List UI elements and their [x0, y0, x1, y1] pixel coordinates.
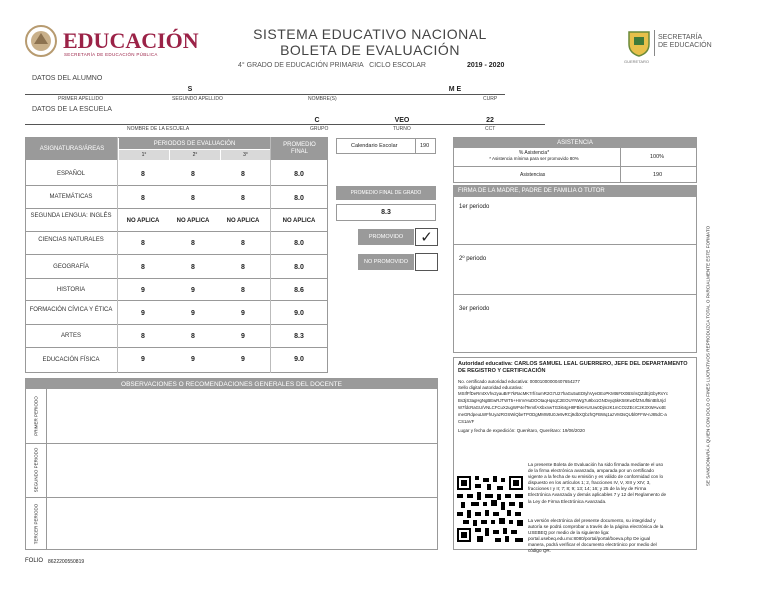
grade-p3: 9: [241, 333, 245, 340]
calendar-label: Calendario Escolar: [351, 143, 398, 149]
shield-icon: [626, 28, 652, 58]
subject-name: ESPAÑOL: [57, 171, 85, 177]
sep-logo: [24, 24, 58, 58]
authority-cert: No. certificado autoridad educativa: 00001000000407654277: [458, 379, 580, 384]
subject-name: FORMACIÓN CÍVICA Y ÉTICA: [29, 307, 113, 313]
grade-p1: 8: [141, 171, 145, 178]
firma-box: [453, 185, 697, 353]
grade-p2: 9: [191, 310, 195, 317]
grade-final: NO APLICA: [282, 218, 316, 224]
grade-p3: 9: [241, 310, 245, 317]
period-3-header: 3°: [221, 150, 270, 160]
final-header: PROMEDIO FINAL: [271, 138, 328, 160]
label-curp: CURP: [483, 96, 498, 102]
grade-p2: 8: [191, 333, 195, 340]
side-legal-text: SE SANCIONARÁ A QUIEN CON DOLO O FINES LUCRATIVOS REPRODUZCA TOTAL O PARCIALMENTE ESTE FORMATO: [705, 225, 711, 487]
doc-title-2: BOLETA DE EVALUACIÓN: [280, 42, 460, 58]
observ-period-1: PRIMER PERIODO: [33, 396, 39, 436]
eagle-seal-icon: [24, 24, 58, 58]
student-line: [25, 94, 505, 95]
period-2-header: 2°: [170, 150, 220, 160]
brand-title: EDUCACIÓN: [63, 28, 199, 53]
grade-p3: 8: [241, 195, 245, 202]
grade-p3: 8: [241, 287, 245, 294]
grade-p2: NO APLICA: [176, 218, 210, 224]
asistencia-col-divider: [620, 148, 621, 182]
grade-p2: 8: [191, 195, 195, 202]
grade-p2: 8: [191, 171, 195, 178]
observaciones-box: [25, 378, 438, 550]
doc-title-1: SISTEMA EDUCATIVO NACIONAL: [253, 26, 487, 42]
observ-period-2: SEGUNDO PERIODO: [33, 447, 39, 493]
label-turno: TURNO: [393, 126, 411, 132]
grade-p2: 8: [191, 264, 195, 271]
grade-final: 8.0: [294, 264, 304, 271]
promedio-header: PROMEDIO FINAL DE GRADO: [336, 186, 436, 200]
grade-final: 9.0: [294, 356, 304, 363]
legal-text-1: La presente Boleta de Evaluación ha sido firmada mediante el uso de la firma electrónica avanzada, amparada por un certificado vigente a la fecha de su emisión y es válido de conformidad con lo dispuesto en los artículos 1; 2, fracciones IV, V, XIII y XIV; 3, fracciones I y II; 7; 8; 9; 13; 14; 16; y 25 de la ley de Firma Electrónica Avanzada y demás aplicables 7 y 12 del Reglamento de la Ley de Firma Electrónica Avanzada.: [528, 462, 667, 504]
state-name: GUERETARO: [624, 59, 650, 64]
grade-p3: 8: [241, 264, 245, 271]
sello-label: Sello digital autoridad educativa:: [458, 385, 523, 390]
firma-period-3: 3er periodo: [459, 306, 490, 312]
grade-p1: 8: [141, 264, 145, 271]
calendar-divider: [415, 139, 416, 153]
promovido-label: PROMOVIDO: [358, 229, 414, 245]
school-grupo-value: C: [314, 117, 320, 124]
subject-name: ARTES: [61, 333, 81, 339]
grade-final: 8.0: [294, 171, 304, 178]
grade-p3: 8: [241, 240, 245, 247]
school-section-title: DATOS DE LA ESCUELA: [32, 106, 112, 113]
student-value-2: M E: [448, 86, 462, 93]
subject-name: GEOGRAFÍA: [53, 264, 89, 270]
grade-line: 4° GRADO DE EDUCACIÓN PRIMARIA CICLO ESCOLAR: [238, 62, 426, 69]
firma-header: FIRMA DE LA MADRE, PADRE DE FAMILIA O TUTOR: [454, 186, 696, 197]
grade-p1: NO APLICA: [126, 218, 160, 224]
row-divider: [25, 324, 328, 325]
grade-final: 8.0: [294, 240, 304, 247]
label-segundo-apellido: SEGUNDO APELLIDO: [172, 96, 223, 102]
grade-p3: 8: [241, 171, 245, 178]
grade-final: 8.3: [294, 333, 304, 340]
grade-p1: 9: [141, 310, 145, 317]
qr-code[interactable]: [457, 476, 523, 542]
firma-period-1: 1er periodo: [459, 204, 490, 210]
grade-p1: 9: [141, 287, 145, 294]
row-divider: [25, 231, 328, 232]
no-promovido-label: NO PROMOVIDO: [358, 254, 414, 270]
school-cycle: 2019 - 2020: [467, 62, 505, 69]
school-line: [25, 124, 545, 125]
observ-divider: [26, 497, 437, 498]
subject-name: SEGUNDA LENGUA: INGLÉS: [30, 213, 112, 219]
firma-period-2: 2º periodo: [459, 256, 487, 262]
folio-label: FOLIO: [25, 558, 44, 564]
grade-final: 8.6: [294, 287, 304, 294]
student-value-1: S: [187, 86, 193, 93]
observ-period-3: TERCER PERIODO: [33, 503, 39, 545]
grade-p1: 9: [141, 356, 145, 363]
authority-head: Autoridad educativa: CARLOS SAMUEL LEAL GUERRERO, JEFE DEL DEPARTAMENTO DE REGISTRO Y CERTIFICACIÓN: [458, 361, 688, 374]
row-divider: [25, 185, 328, 186]
calendar-box: [336, 138, 436, 154]
label-primer-apellido: PRIMER APELLIDO: [58, 96, 104, 102]
col-divider: [117, 137, 118, 373]
check-icon: ✓: [420, 228, 433, 246]
observ-divider: [26, 443, 437, 444]
subject-name: CIENCIAS NATURALES: [38, 237, 104, 243]
label-escuela: NOMBRE DE LA ESCUELA: [127, 126, 190, 132]
observaciones-header: OBSERVACIONES O RECOMENDACIONES GENERALES DEL DOCENTE: [26, 379, 437, 389]
secretaria-label: SECRETARÍA DE EDUCACIÓN: [658, 34, 712, 49]
grade-final: 8.0: [294, 195, 304, 202]
label-grupo: GRUPO: [310, 126, 329, 132]
brand-subtitle: SECRETARÍA DE EDUCACIÓN PÚBLICA: [64, 52, 158, 57]
asistencias-value: 190: [653, 172, 663, 178]
state-logo: [626, 28, 652, 58]
grade-p1: 8: [141, 195, 145, 202]
period-1-header: 1°: [119, 150, 169, 160]
promedio-value: 8.3: [381, 209, 391, 216]
subject-name: EDUCACIÓN FÍSICA: [42, 357, 100, 363]
row-divider: [25, 208, 328, 209]
periods-header: PERIODOS DE EVALUACIÓN: [119, 138, 270, 149]
row-divider: [25, 278, 328, 279]
divider-vertical: [654, 30, 655, 56]
grade-p3: NO APLICA: [226, 218, 260, 224]
grade-p1: 8: [141, 333, 145, 340]
firma-divider: [454, 244, 696, 245]
grade-final: 9.0: [294, 310, 304, 317]
observ-col-divider: [46, 389, 47, 549]
subject-header: ASIGNATURAS/ÁREAS: [26, 138, 118, 160]
legal-text-2: La versión electrónica del presente documento, su integridad y autoría se podrá comprobar a través de la página electrónica de la USEBEQ por medio de la siguiente liga: portal.usebeq.edu.mx:8080/portal/portal/boeva.php De igual manera, podrá verificar el documento electrónico por medio del código QR.: [528, 518, 664, 554]
grade-p3: 9: [241, 356, 245, 363]
student-section-title: DATOS DEL ALUMNO: [32, 75, 103, 82]
label-cct: CCT: [485, 126, 496, 132]
row-divider: [25, 254, 328, 255]
asistencia-header: ASISTENCIA: [454, 138, 696, 148]
promovido-checkbox[interactable]: [415, 228, 438, 246]
asistencia-pct-label: [454, 150, 614, 161]
folio-value: 8622200550819: [48, 559, 85, 565]
grade-p2: 8: [191, 240, 195, 247]
asistencias-label: Asistencias: [520, 172, 546, 178]
row-divider: [25, 300, 328, 301]
col-divider: [270, 137, 271, 373]
asistencia-row-divider: [454, 166, 696, 167]
calendar-value: 190: [420, 143, 430, 149]
label-nombres: NOMBRE(S): [308, 96, 337, 102]
asistencia-min-note: * Asistencia mínima para ser promovido 80%: [489, 156, 579, 161]
grade-p2: 9: [191, 287, 195, 294]
school-turno-value: VEO: [394, 117, 410, 124]
school-cct-value: 22: [486, 117, 494, 124]
subject-name: HISTORIA: [56, 287, 86, 293]
grade-p1: 8: [141, 240, 145, 247]
sello-digital: MSIfFfDeRmtXVhv2yauBrF7kRacMK7rf/4umR2G7U27haGu5uEDtyhVyeDEoPKMt6FtX0BS/IsQZdEjGbyRsYcBs3jS3agHgNgBEwRJTWT5+HrnVHuDOOtaqHqsqC2EOUYNWg7u9bo1GNDvyq5kK5ItKwDfZNUf8intBlUrjdW7fdcRaGU/VNLCFCuX2ugWP4efTemIfAXbxnwTG3i64gH8FBiKHUrUw0Djm2K1mCOzZEcrC2K3XWAvx4EmeGRdpeuLWFhUyazROSWiQbeTPODgMMWtU0Je9vRCj9dbXQbzhQFBWq1azVM3sQUbl0FFW-nJ85dC-aCS1aVF: [458, 391, 668, 424]
no-promovido-checkbox[interactable]: [415, 253, 438, 271]
asistencia-pct-value: 100%: [650, 154, 665, 160]
asistencia-pct-title: % Asistencia*: [518, 150, 550, 156]
qr-code-icon: [457, 476, 523, 542]
asistencia-table: [453, 137, 697, 183]
grade-p2: 9: [191, 356, 195, 363]
expedicion: Lugar y fecha de expedición: Querétaro, Querétaro: 19/06/2020: [458, 428, 585, 433]
subject-name: MATEMÁTICAS: [49, 194, 93, 200]
firma-divider: [454, 294, 696, 295]
row-divider: [25, 347, 328, 348]
